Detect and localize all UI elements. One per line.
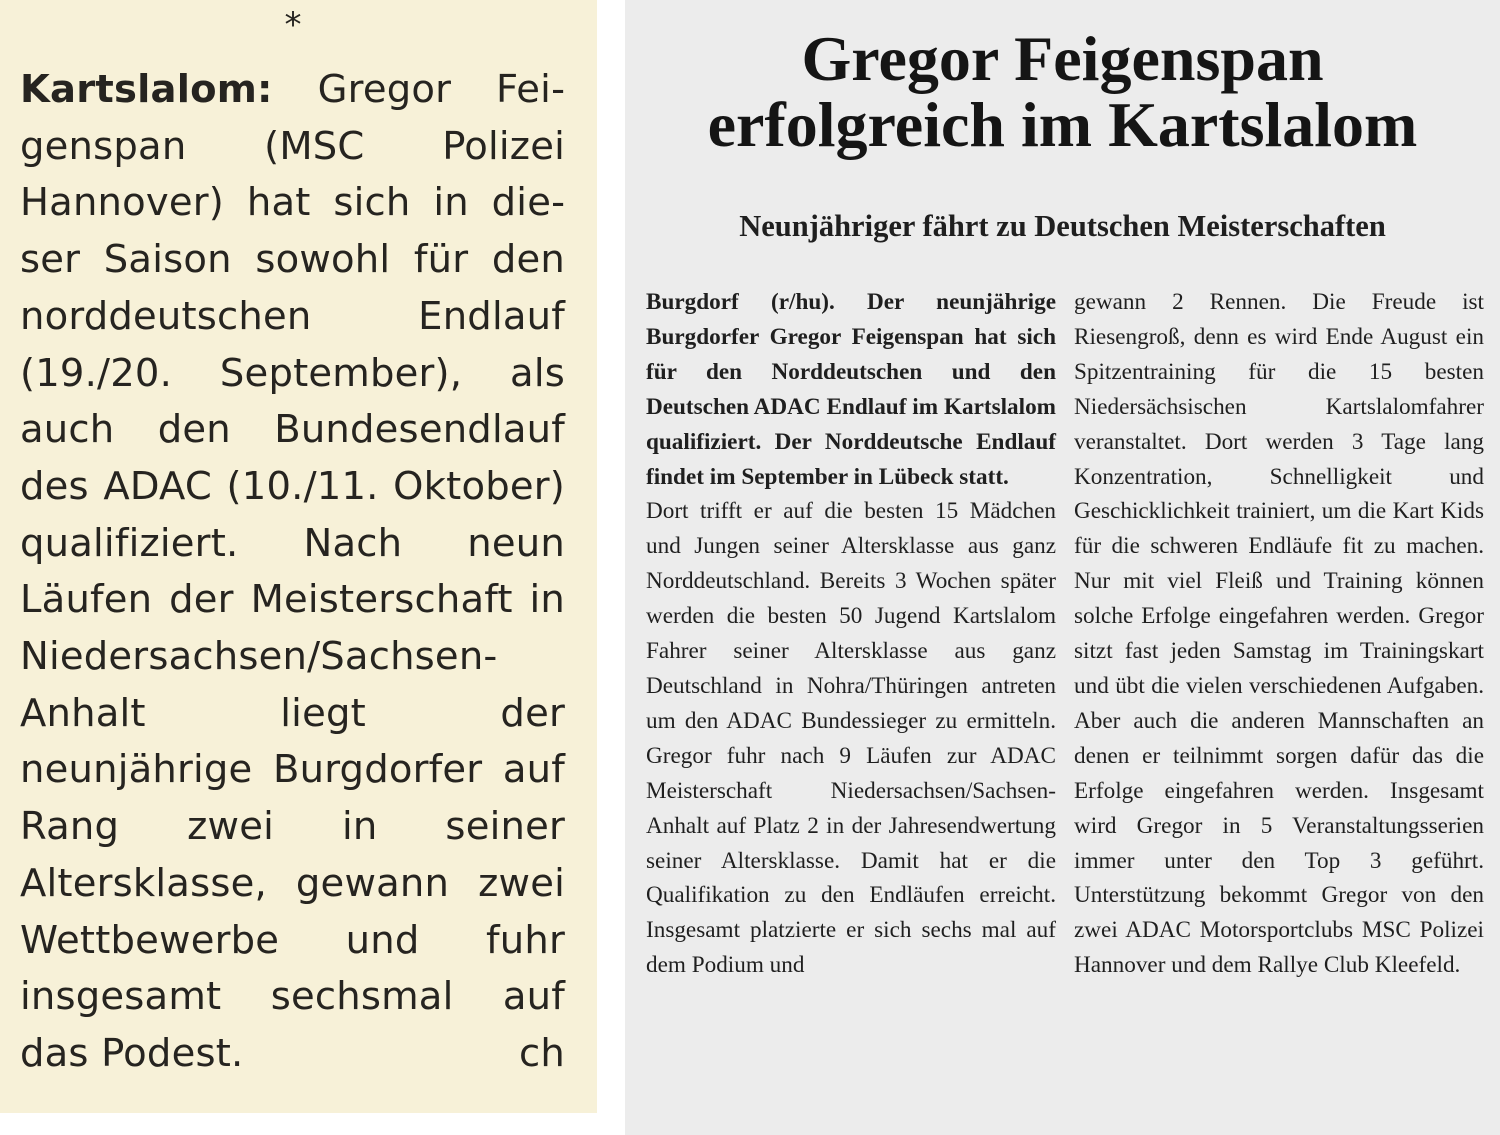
article-lead: Burgdorf (r/hu). Der neunjährige Burgdorfer Gregor Feigenspan hat sich für den Norddeutschen und den Deutschen ADAC Endlauf im Kartslalom qualifiziert. Der Norddeutsche Endlauf findet im September in Lübeck statt.	[646, 289, 1056, 490]
headline-line-2: erfolgreich im Kartslalom	[707, 89, 1418, 160]
article-column-2	[1074, 285, 1484, 983]
author-initials: ch	[519, 1030, 565, 1076]
article-subheadline: Neunjähriger fährt zu Deutschen Meisterschaften	[739, 209, 1386, 243]
newspaper-clipping-short	[0, 0, 597, 1113]
column-1-body: Dort trifft er auf die besten 15 Mädchen und Jungen seiner Altersklasse aus ganz Norddeutschland. Bereits 3 Wochen später werden die besten 50 Jugend Kartslalom Fahrer seiner Altersklasse aus ganz Deutschland in Nohra/Thüringen antreten um den ADAC Bundessieger zu ermitteln. Gregor fuhr nach 9 Läufen zur ADAC Meisterschaft Niedersachsen/Sachsen-Anhalt auf Platz 2 in der Jahresendwertung seiner Altersklasse. Damit hat er die Qualifikation zu den Endläufen erreicht. Insgesamt platzierte er sich sechs mal auf dem Podium und	[646, 498, 1056, 979]
headline-line-1: Gregor Feigenspan	[801, 23, 1324, 94]
article-headline	[625, 23, 1500, 160]
short-article-text: Gregor Feigenspan (MSC Polizei Hannover) hat sich in dieser Saison sowohl für den norddeutschen Endlauf (19./20. September), als auch den Bundesendlauf des ADAC (10./11. Oktober) qualifiziert. Nach neun Läufen der Meisterschaft in Niedersachsen/Sachsen-Anhalt liegt der neunjährige Burgdorfer auf Rang zwei in seiner Altersklasse, gewann zwei Wettbewerbe und fuhr insgesamt sechsmal auf das Podest.	[20, 67, 565, 1076]
section-marker: *	[284, 5, 302, 45]
short-article-body	[20, 62, 565, 1083]
column-2-body: gewann 2 Rennen. Die Freude ist Riesengroß, denn es wird Ende August ein Spitzentraining für die 15 besten Niedersächsischen Kartslalomfahrer veranstaltet. Dort werden 3 Tage lang Konzentration, Schnelligkeit und Geschicklichkeit trainiert, um die Kart Kids für die schweren Endläufe fit zu machen. Nur mit viel Fleiß und Training können solche Erfolge eingefahren werden. Gregor sitzt fast jeden Samstag im Trainingskart und übt die vielen verschiedenen Aufgaben. Aber auch die anderen Mannschaften an denen er teilnimmt sorgen dafür das die Erfolge eingefahren werden. Insgesamt wird Gregor in 5 Veranstaltungsserien immer unter den Top 3 geführt. Unterstützung bekommt Gregor von den zwei ADAC Motorsportclubs MSC Polizei Hannover und dem Rallye Club Kleefeld.	[1074, 289, 1484, 979]
newspaper-clipping-long	[625, 0, 1500, 1135]
article-keyword: Kartslalom:	[20, 67, 273, 112]
article-column-1	[646, 285, 1056, 983]
